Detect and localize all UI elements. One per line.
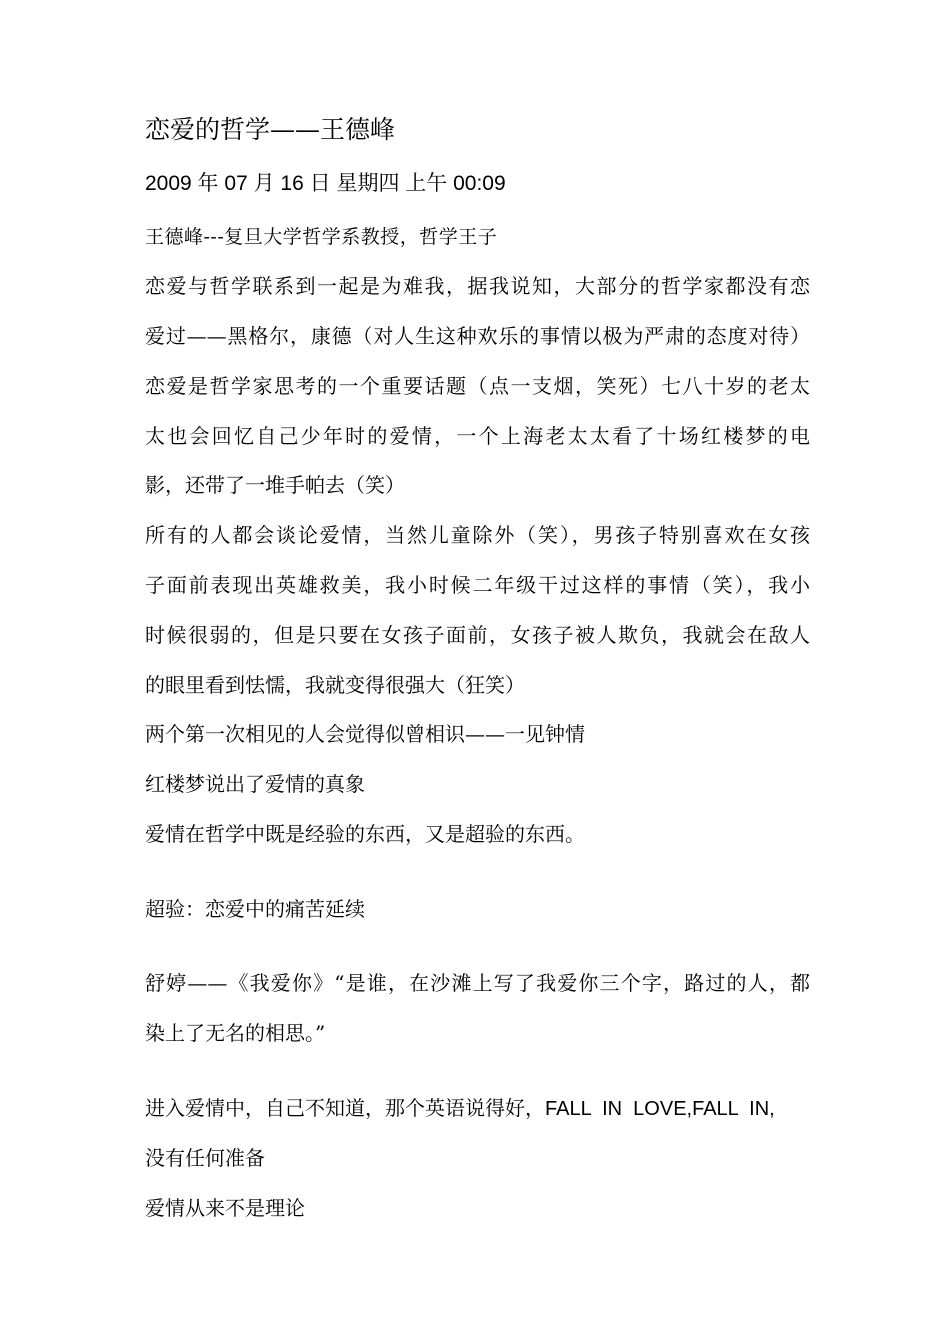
paragraph-line: 恋爱与哲学联系到一起是为难我，据我说知，大部分的哲学家都没有恋 [145,274,810,298]
paragraph-line: 时候很弱的，但是只要在女孩子面前，女孩子被人欺负，我就会在敌人 [145,623,810,647]
paragraph-line: 恋爱是哲学家思考的一个重要话题（点一支烟，笑死）七八十岁的老太 [145,374,810,398]
paragraph-line: 太也会回忆自己少年时的爱情，一个上海老太太看了十场红楼梦的电 [145,424,810,448]
paragraph-line: 爱情从来不是理论 [145,1196,305,1220]
paragraph-line: 爱情在哲学中既是经验的东西，又是超验的东西。 [145,822,585,846]
paragraph-line: 两个第一次相见的人会觉得似曾相识——一见钟情 [145,722,585,746]
poem-quote-line: 舒婷——《我爱你》“是谁，在沙滩上写了我爱你三个字，路过的人，都 [145,971,810,995]
paragraph-line: 红楼梦说出了爱情的真象 [145,772,365,796]
paragraph-line: 爱过——黑格尔，康德（对人生这种欢乐的事情以极为严肃的态度对待） [145,324,810,348]
paragraph-line: 没有任何准备 [145,1146,265,1170]
page-title: 恋爱的哲学——王德峰 [145,115,396,144]
paragraph-line: 的眼里看到怯懦，我就变得很强大（狂笑） [145,673,525,697]
section-heading: 超验：恋爱中的痛苦延续 [145,897,365,921]
english-phrase: FALL IN LOVE,FALL IN, [545,1098,775,1120]
poem-quote-line: 染上了无名的相思。” [145,1021,326,1045]
paragraph-line [145,1094,810,1123]
paragraph-line: 影，还带了一堆手帕去（笑） [145,473,405,497]
paragraph-text: 进入爱情中，自己不知道，那个英语说得好， [145,1096,545,1120]
paragraph-line: 子面前表现出英雄救美，我小时候二年级干过这样的事情（笑），我小 [145,573,810,597]
paragraph-line: 所有的人都会谈论爱情，当然儿童除外（笑），男孩子特别喜欢在女孩 [145,523,810,547]
author-line: 王德峰---复旦大学哲学系教授，哲学王子 [145,226,498,248]
post-date: 2009 年 07 月 16 日 星期四 上午 00:09 [145,172,506,195]
